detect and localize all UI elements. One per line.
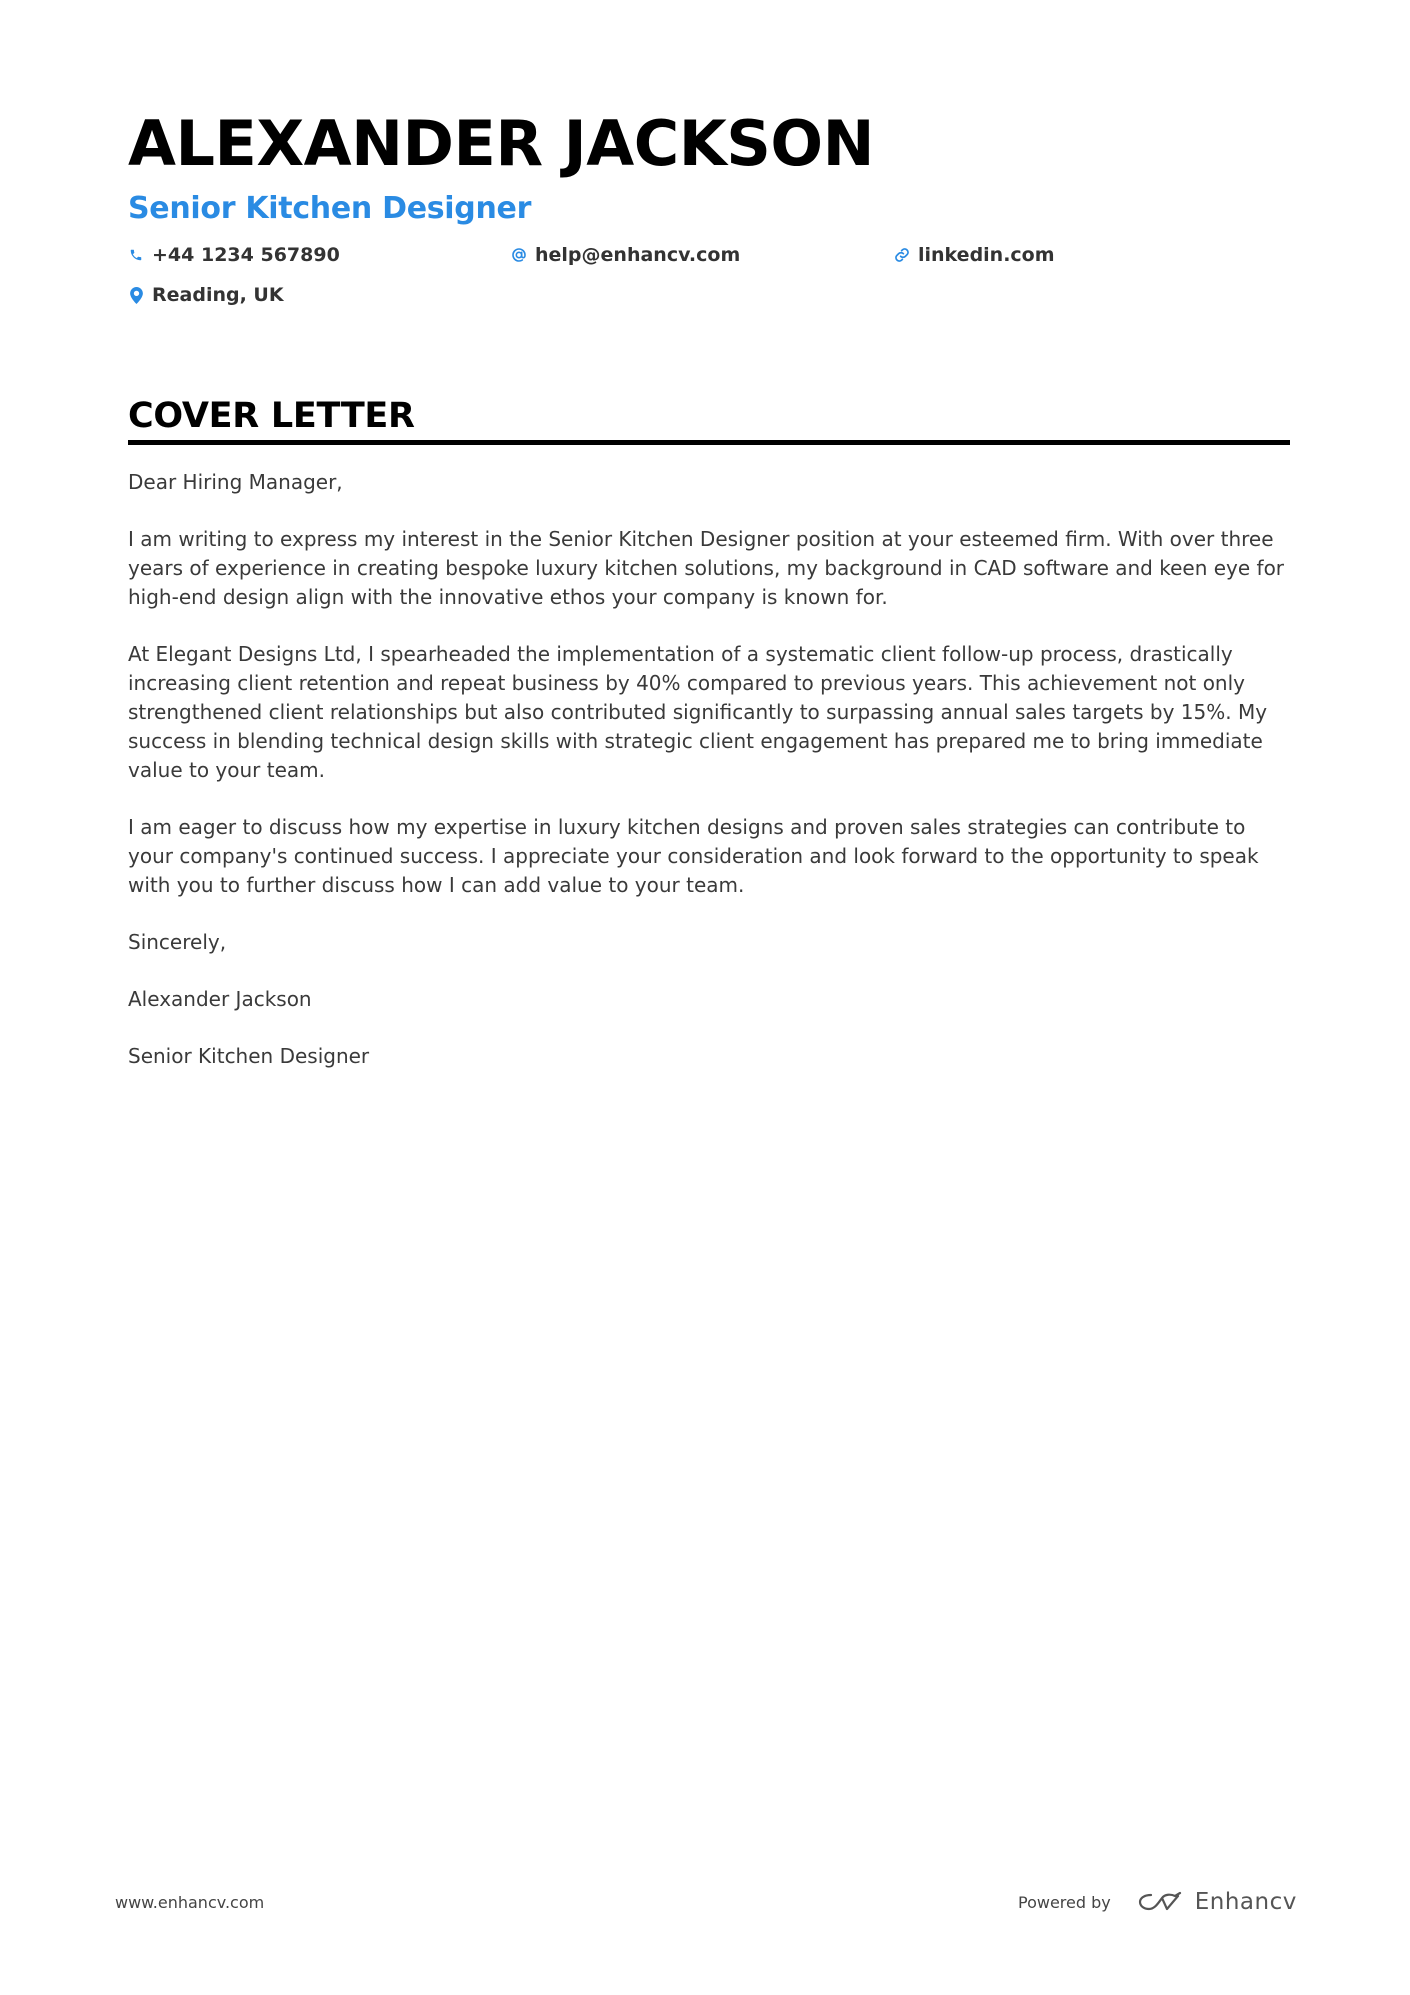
contact-location-text: Reading, UK bbox=[152, 284, 284, 306]
letter-greeting: Dear Hiring Manager, bbox=[128, 470, 343, 494]
letter-body bbox=[128, 468, 1296, 1099]
signature-title: Senior Kitchen Designer bbox=[128, 1044, 370, 1068]
cover-letter-section bbox=[128, 394, 1290, 445]
contact-info bbox=[128, 241, 1290, 321]
letter-paragraph: I am writing to express my interest in the Senior Kitchen Designer position at your esteemed firm. With over three years of experience in creating bespoke luxury kitchen solutions, my background in CAD software and keen eye for high-end design align with the innovative ethos your company is known for. bbox=[128, 527, 1285, 609]
contact-phone[interactable] bbox=[128, 241, 340, 269]
link-icon bbox=[894, 245, 910, 265]
contact-linkedin[interactable] bbox=[894, 241, 1055, 269]
candidate-title: Senior Kitchen Designer bbox=[128, 191, 532, 226]
powered-by-label: Powered by bbox=[1018, 1892, 1111, 1912]
letter-paragraph: At Elegant Designs Ltd, I spearheaded the implementation of a systematic client follow-up process, drastically increasing client retention and repeat business by 40% compared to previous years. This achievement not only strengthened client relationships but also contributed significantly to surpassing annual sales targets by 15%. My success in blending technical design skills with strategic client engagement has prepared me to bring immediate value to your team. bbox=[128, 642, 1268, 782]
letter-closing: Sincerely, bbox=[128, 930, 227, 954]
at-icon bbox=[511, 245, 527, 265]
section-divider bbox=[128, 440, 1290, 445]
candidate-name: ALEXANDER JACKSON bbox=[128, 107, 875, 180]
enhancv-logo-icon bbox=[1137, 1890, 1183, 1914]
resume-header bbox=[128, 105, 1290, 321]
location-pin-icon bbox=[128, 285, 144, 305]
section-title: COVER LETTER bbox=[128, 396, 415, 436]
brand-name: Enhancv bbox=[1194, 1889, 1297, 1915]
letter-paragraph: I am eager to discuss how my expertise in luxury kitchen designs and proven sales strategies can contribute to your company's continued success. I appreciate your consideration and look forward to the opportunity to speak with you to further discuss how I can add value to your team. bbox=[128, 815, 1259, 897]
contact-location bbox=[128, 281, 284, 309]
phone-icon bbox=[128, 245, 144, 265]
contact-phone-text: +44 1234 567890 bbox=[152, 244, 340, 266]
footer-branding[interactable] bbox=[1018, 1884, 1297, 1920]
signature-name: Alexander Jackson bbox=[128, 987, 312, 1011]
contact-email[interactable] bbox=[511, 241, 740, 269]
footer-website[interactable]: www.enhancv.com bbox=[115, 1893, 265, 1912]
contact-email-text: help@enhancv.com bbox=[535, 244, 741, 266]
contact-linkedin-text: linkedin.com bbox=[918, 244, 1055, 266]
